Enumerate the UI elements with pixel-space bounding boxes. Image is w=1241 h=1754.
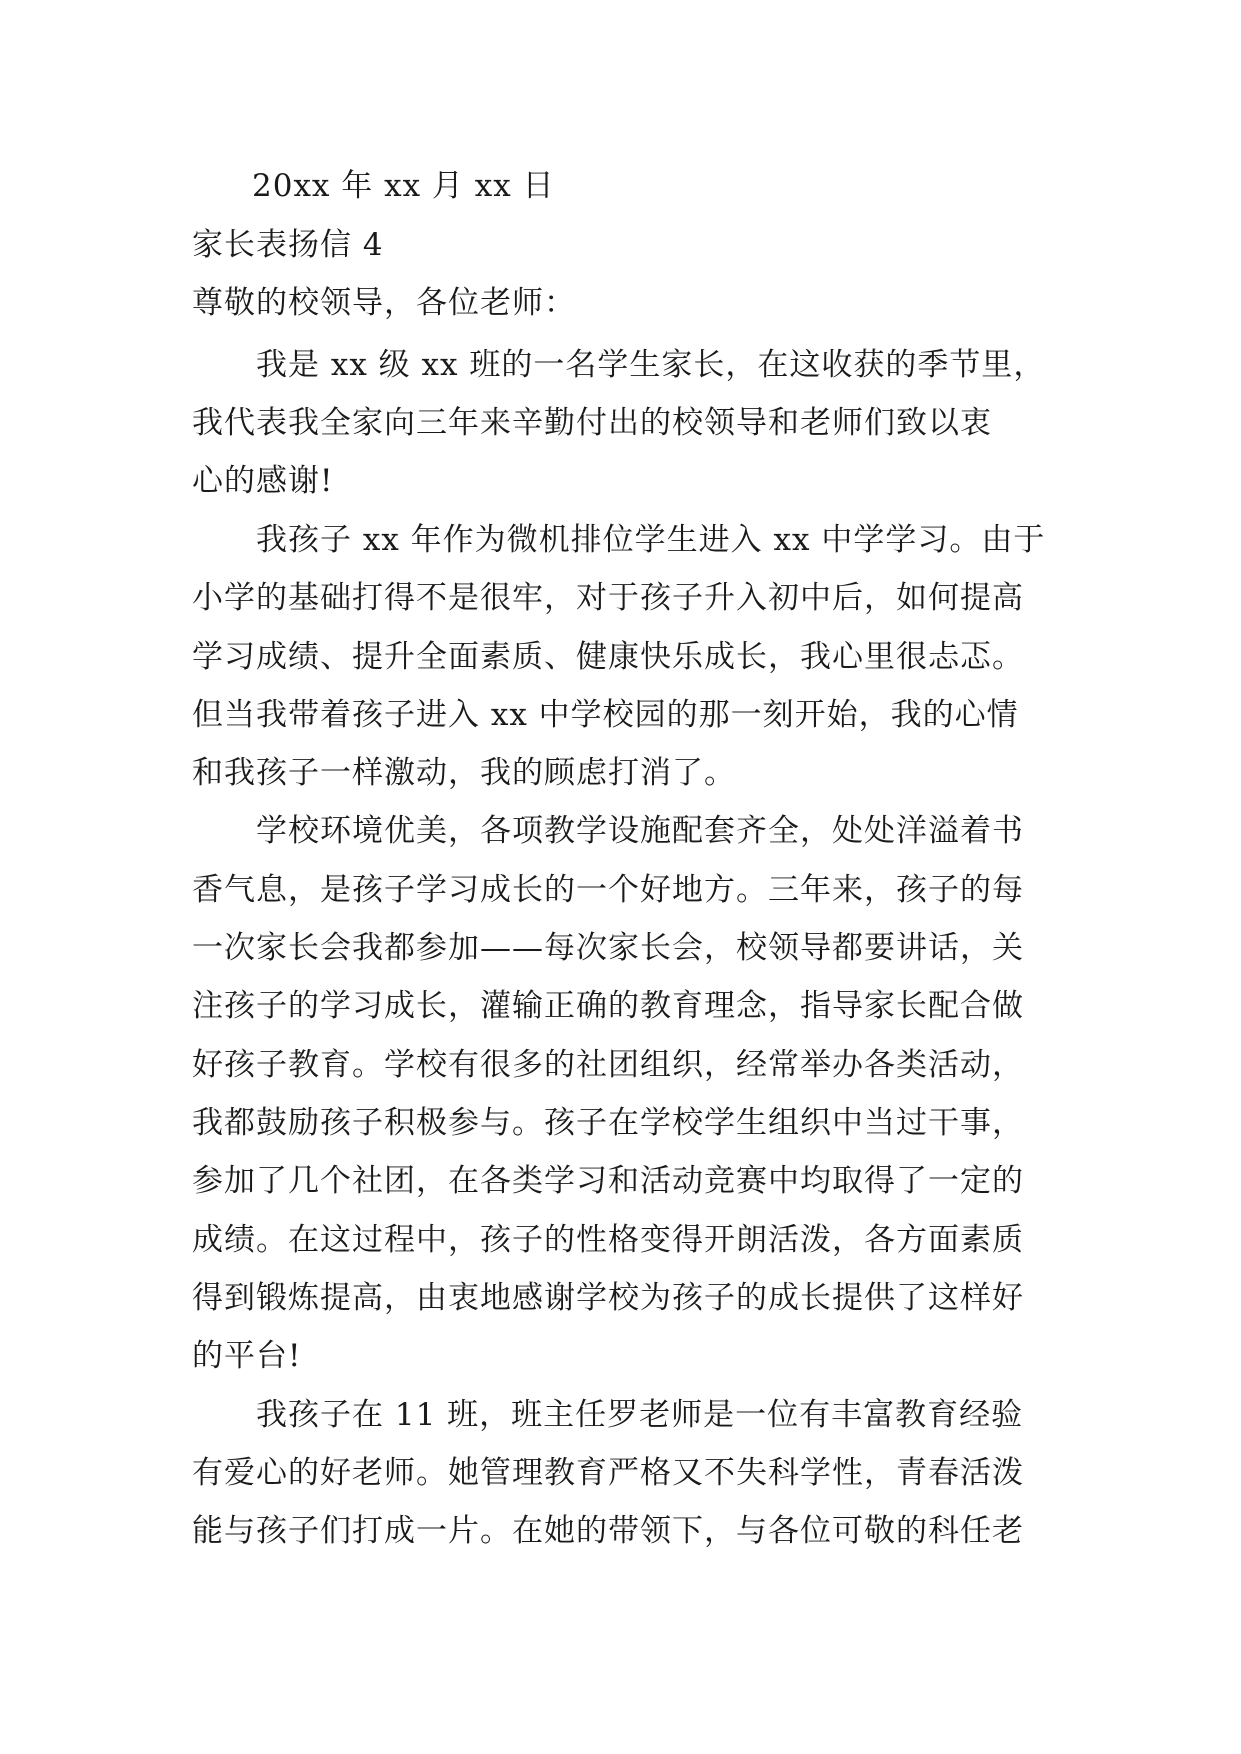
- letter-salutation: 尊敬的校领导，各位老师：: [192, 285, 576, 321]
- body-line: 心的感谢!: [192, 463, 334, 499]
- body-line: 有爱心的好老师。她管理教育严格又不失科学性，青春活泼: [192, 1455, 1024, 1491]
- body-line: 我都鼓励孩子积极参与。孩子在学校学生组织中当过干事，: [192, 1105, 1024, 1141]
- body-line: 小学的基础打得不是很牢，对于孩子升入初中后，如何提高: [192, 580, 1024, 616]
- body-line: 我孩子在 11 班，班主任罗老师是一位有丰富教育经验: [256, 1397, 1024, 1433]
- body-line: 我孩子 xx 年作为微机排位学生进入 xx 中学学习。由于: [256, 522, 1046, 558]
- body-line: 注孩子的学习成长，灌输正确的教育理念，指导家长配合做: [192, 988, 1024, 1024]
- body-line: 但当我带着孩子进入 xx 中学校园的那一刻开始，我的心情: [192, 697, 1019, 733]
- body-line: 香气息，是孩子学习成长的一个好地方。三年来，孩子的每: [192, 872, 1024, 908]
- body-line: 参加了几个社团，在各类学习和活动竞赛中均取得了一定的: [192, 1163, 1024, 1199]
- body-line: 学校环境优美，各项教学设施配套齐全，处处洋溢着书: [256, 813, 1024, 849]
- body-line: 得到锻炼提高，由衷地感谢学校为孩子的成长提供了这样好: [192, 1280, 1024, 1316]
- letter-title: 家长表扬信 4: [192, 227, 384, 263]
- body-line: 一次家长会我都参加——每次家长会，校领导都要讲话，关: [192, 930, 1024, 966]
- body-line: 能与孩子们打成一片。在她的带领下，与各位可敬的科任老: [192, 1513, 1024, 1549]
- body-line: 学习成绩、提升全面素质、健康快乐成长，我心里很忐忑。: [192, 639, 1024, 675]
- body-line: 成绩。在这过程中，孩子的性格变得开朗活泼，各方面素质: [192, 1222, 1024, 1258]
- body-line: 好孩子教育。学校有很多的社团组织，经常举办各类活动，: [192, 1047, 1024, 1083]
- letter-date: 20xx 年 xx 月 xx 日: [252, 168, 555, 204]
- body-line: 和我孩子一样激动，我的顾虑打消了。: [192, 755, 736, 791]
- body-line: 的平台!: [192, 1338, 302, 1374]
- body-line: 我代表我全家向三年来辛勤付出的校领导和老师们致以衷: [192, 405, 992, 441]
- body-line: 我是 xx 级 xx 班的一名学生家长，在这收获的季节里，: [256, 347, 1046, 383]
